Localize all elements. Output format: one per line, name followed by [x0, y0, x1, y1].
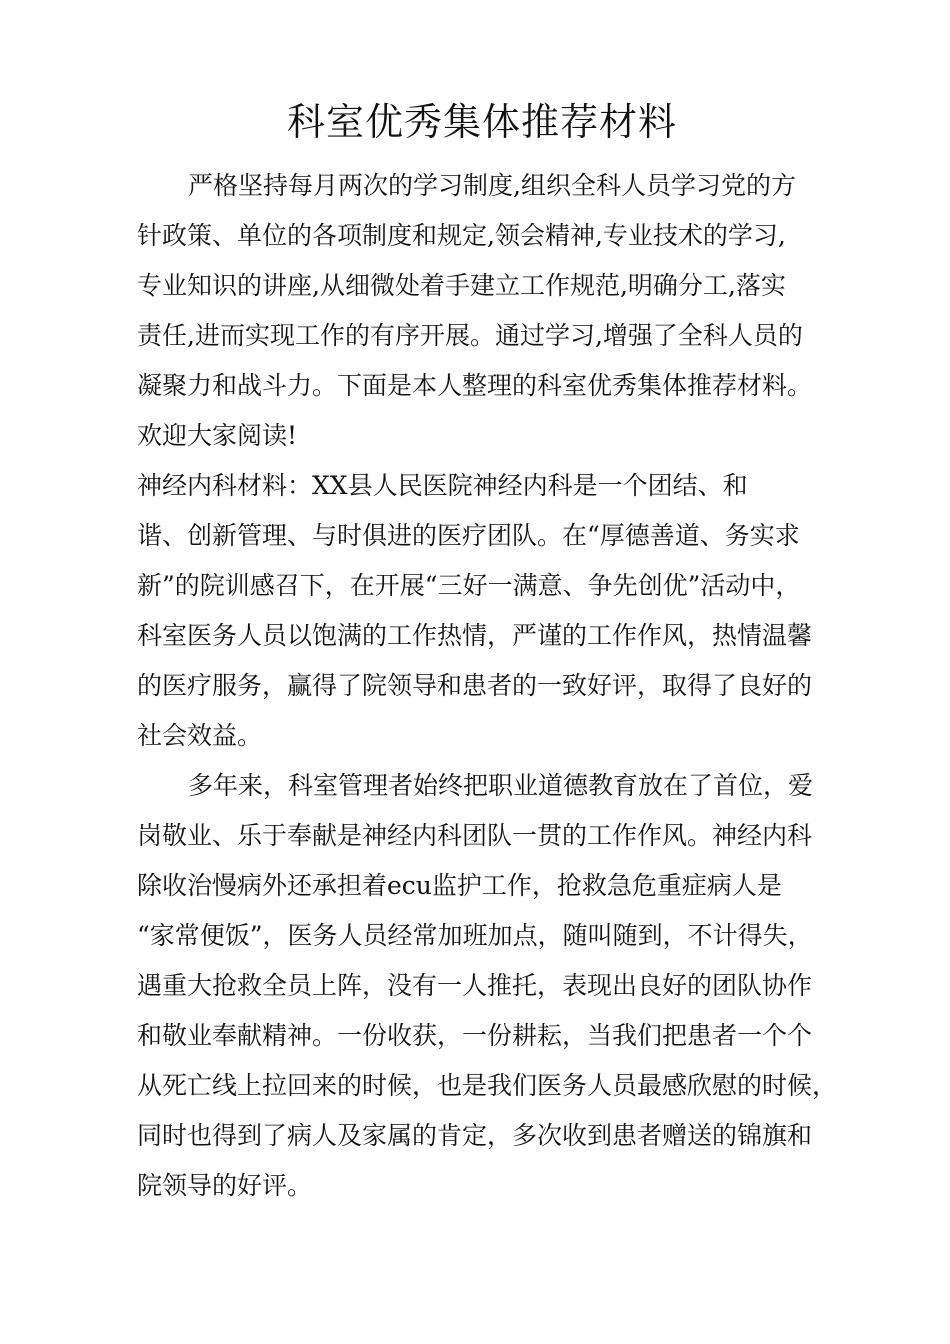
paragraph-line: 社会效益。 [137, 721, 263, 750]
paragraph-line: 新”的院训感召下，在开展“三好一满意、争先创优”活动中， [137, 571, 801, 600]
paragraph-line: 多年来，科室管理者始终把职业道德教育放在了首位，爱 [188, 771, 814, 800]
paragraph-line: 专业知识的讲座,从细微处着手建立工作规范,明确分工,落实 [137, 271, 786, 300]
paragraph-line: 和敬业奉献精神。一份收获，一份耕耘，当我们把患者一个个 [137, 1021, 813, 1050]
paragraph-line: 科室医务人员以饱满的工作热情，严谨的工作作风，热情温馨 [137, 621, 813, 650]
paragraph-line: 遇重大抢救全员上阵，没有一人推托，表现出良好的团队协作 [137, 971, 813, 1000]
paragraph-line: 的医疗服务，赢得了院领导和患者的一致好评，取得了良好的 [137, 671, 813, 700]
paragraph-line: “家常便饭”，医务人员经常加班加点，随叫随到，不计得失， [137, 921, 813, 950]
paragraph-line: 岗敬业、乐于奉献是神经内科团队一贯的工作作风。神经内科 [137, 821, 813, 850]
paragraph-line: 针政策、单位的各项制度和规定,领会精神,专业技术的学习, [137, 221, 786, 250]
paragraph-line: 院领导的好评。 [137, 1171, 313, 1200]
paragraph-line: 同时也得到了病人及家属的肯定，多次收到患者赠送的锦旗和 [137, 1121, 813, 1150]
paragraph-line: 从死亡线上拉回来的时候，也是我们医务人员最感欣慰的时候， [137, 1071, 838, 1100]
paragraph-line: 谐、创新管理、与时俱进的医疗团队。在“厚德善道、务实求 [137, 521, 800, 550]
paragraph-line: 责任,进而实现工作的有序开展。通过学习,增强了全科人员的 [137, 321, 803, 350]
paragraph-line: 凝聚力和战斗力。下面是本人整理的科室优秀集体推荐材料。 [137, 371, 813, 400]
document-title: 科室优秀集体推荐材料 [286, 100, 677, 144]
paragraph-line: 欢迎大家阅读! [137, 421, 298, 450]
paragraph-line: 神经内科材料：XX县人民医院神经内科是一个团结、和 [137, 471, 748, 500]
paragraph-line: 除收治慢病外还承担着ecu监护工作，抢救急危重症病人是 [137, 871, 782, 900]
paragraph-line: 严格坚持每月两次的学习制度,组织全科人员学习党的方 [188, 171, 796, 200]
